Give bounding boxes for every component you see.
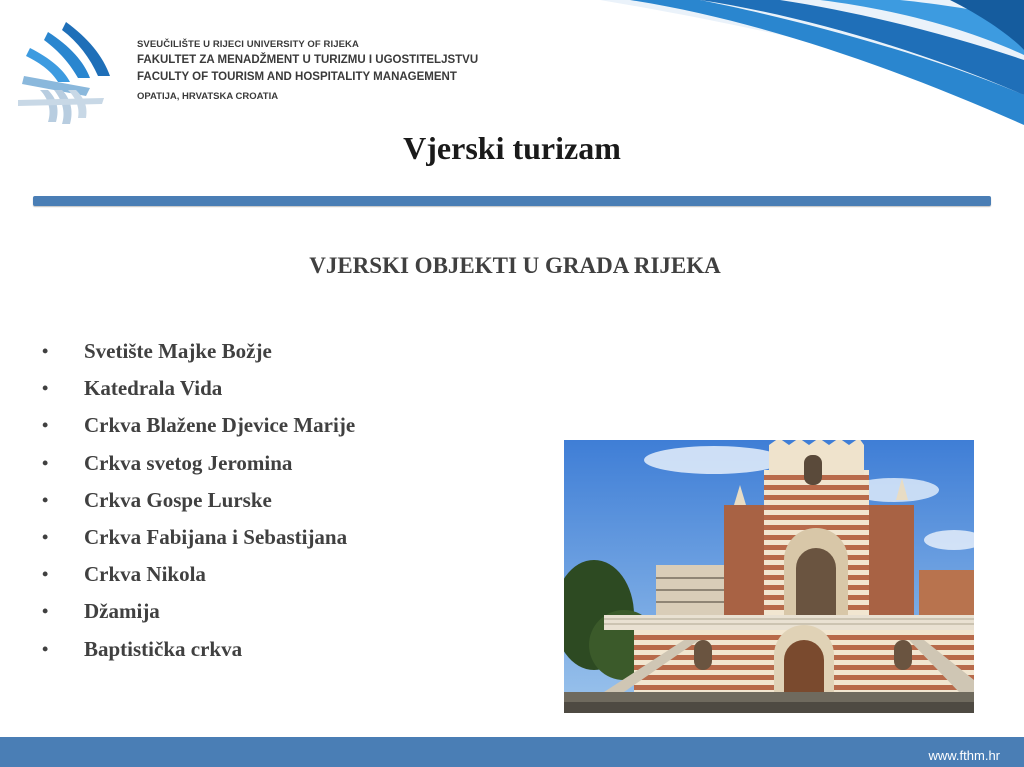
faculty-logo-icon — [18, 18, 118, 128]
list-item-label: Crkva svetog Jeromina — [84, 450, 293, 475]
bullet: • — [42, 601, 49, 622]
faculty-header — [137, 38, 478, 109]
list-item-label: Baptistička crkva — [84, 636, 243, 661]
bullet: • — [42, 489, 49, 510]
bullet: • — [42, 638, 49, 659]
list-item — [42, 338, 355, 375]
church-photo — [564, 440, 974, 713]
list-item-label: Crkva Nikola — [84, 562, 206, 587]
list-item-label: Crkva Fabijana i Sebastijana — [84, 524, 348, 549]
bullet: • — [42, 378, 49, 399]
title-divider — [33, 196, 991, 206]
religious-sites-list — [42, 338, 355, 673]
list-item — [42, 598, 355, 635]
list-item-label: Svetište Majke Božje — [84, 339, 272, 363]
list-item — [42, 375, 355, 412]
list-item — [42, 487, 355, 524]
list-item-label: Džamija — [84, 599, 160, 624]
list-item-label: Crkva Gospe Lurske — [84, 487, 272, 512]
slide-title: Vjerski turizam — [403, 130, 621, 166]
faculty-name-en: FACULTY OF TOURISM AND HOSPITALITY MANAGEMENT — [137, 71, 457, 83]
list-item — [42, 412, 355, 449]
list-item — [42, 636, 355, 673]
slide-subtitle: VJERSKI OBJEKTI U GRADA RIJEKA — [309, 253, 721, 278]
bullet: • — [42, 526, 49, 547]
list-item — [42, 450, 355, 487]
bullet: • — [42, 564, 49, 585]
faculty-name-hr: FAKULTET ZA MENADŽMENT U TURIZMU I UGOSTITELJSTVU — [137, 54, 479, 66]
footer-url: www.fthm.hr — [928, 748, 1000, 763]
list-item-label: Crkva Blažene Djevice Marije — [84, 413, 356, 438]
bullet: • — [42, 415, 49, 436]
list-item — [42, 561, 355, 598]
footer-bar — [0, 737, 1024, 767]
list-item — [42, 524, 355, 561]
list-item-label: Katedrala Vida — [84, 376, 223, 401]
bullet: • — [42, 452, 49, 473]
bullet: • — [42, 341, 49, 361]
university-name: SVEUČILIŠTE U RIJECI UNIVERSITY OF RIJEKA — [137, 39, 359, 50]
faculty-location: OPATIJA, HRVATSKA CROATIA — [137, 91, 279, 102]
